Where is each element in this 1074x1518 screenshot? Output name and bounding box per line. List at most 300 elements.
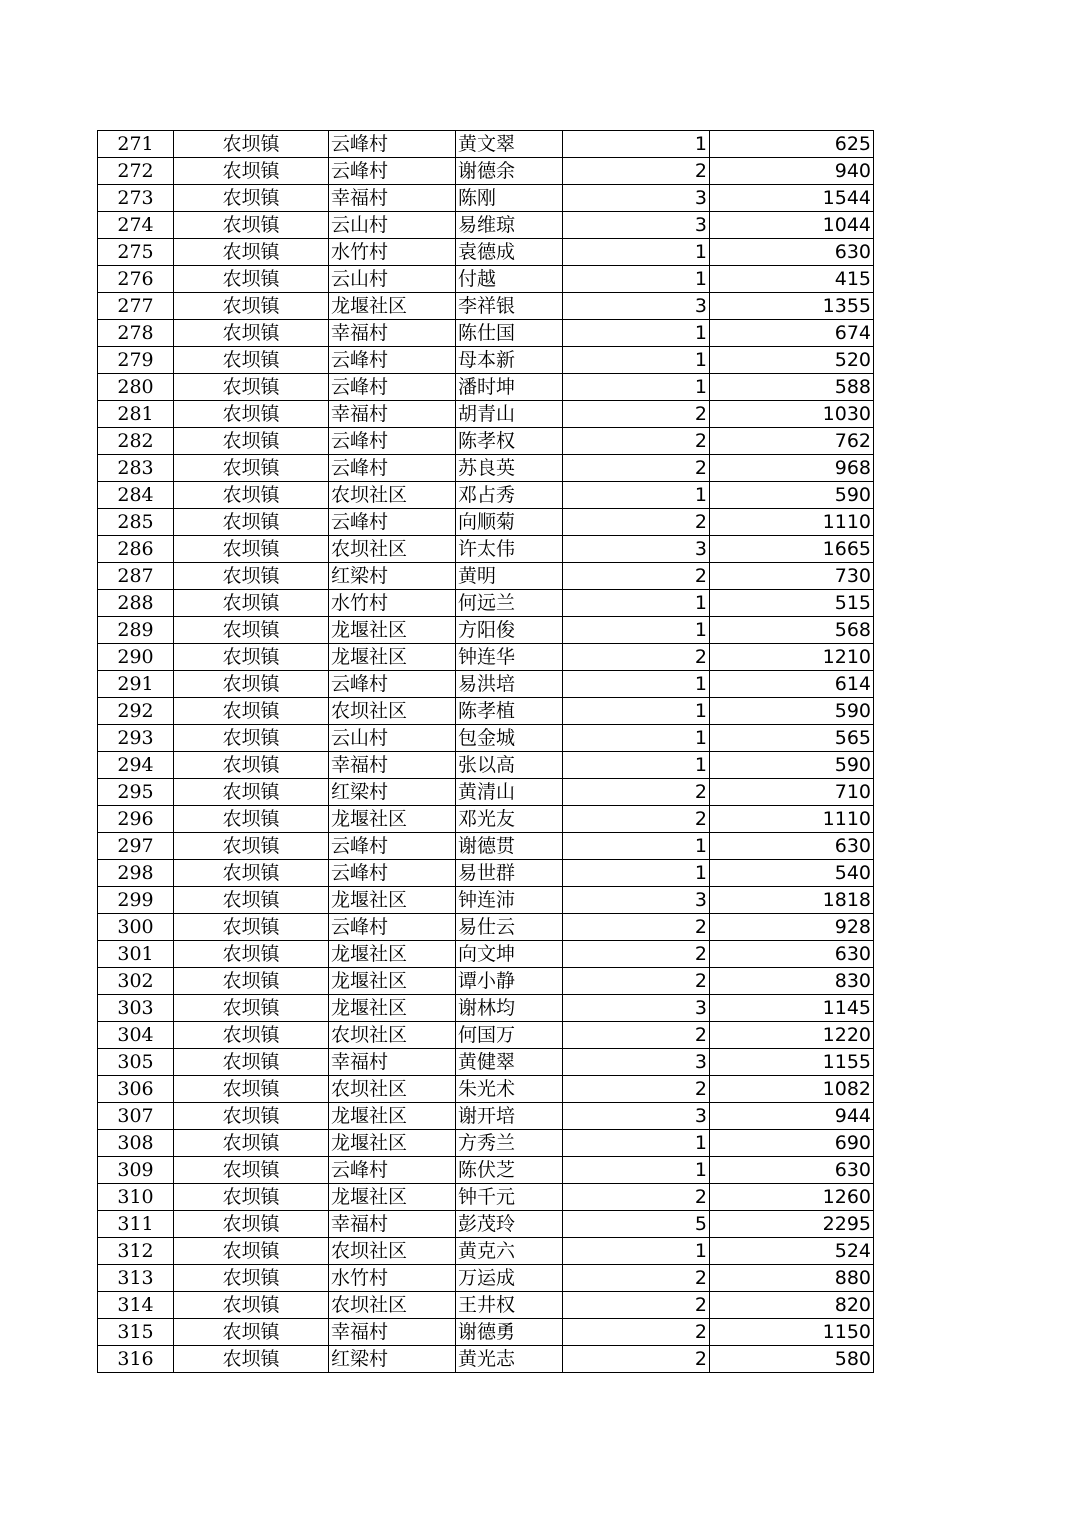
table-row [98,968,874,995]
row-number-cell: 295 [98,779,174,806]
amount-cell: 630 [710,1157,874,1184]
household-count-cell: 2 [563,806,710,833]
household-count-cell: 2 [563,1076,710,1103]
table-row [98,563,874,590]
person-name-cell: 邓占秀 [456,482,563,509]
village-cell: 龙堰社区 [329,968,456,995]
village-cell: 幸福村 [329,1319,456,1346]
person-name-cell: 钟连华 [456,644,563,671]
person-name-cell: 包金城 [456,725,563,752]
household-count-cell: 2 [563,941,710,968]
town-cell: 农坝镇 [174,536,329,563]
row-number-cell: 279 [98,347,174,374]
village-cell: 云峰村 [329,509,456,536]
household-count-cell: 1 [563,320,710,347]
town-cell: 农坝镇 [174,482,329,509]
town-cell: 农坝镇 [174,293,329,320]
row-number-cell: 272 [98,158,174,185]
table-row [98,401,874,428]
table-row [98,698,874,725]
village-cell: 云峰村 [329,374,456,401]
town-cell: 农坝镇 [174,1103,329,1130]
person-name-cell: 钟千元 [456,1184,563,1211]
table-row [98,131,874,158]
village-cell: 幸福村 [329,1211,456,1238]
household-count-cell: 1 [563,698,710,725]
row-number-cell: 314 [98,1292,174,1319]
row-number-cell: 283 [98,455,174,482]
person-name-cell: 方阳俊 [456,617,563,644]
amount-cell: 1150 [710,1319,874,1346]
row-number-cell: 286 [98,536,174,563]
village-cell: 云峰村 [329,428,456,455]
household-count-cell: 2 [563,455,710,482]
village-cell: 云峰村 [329,1157,456,1184]
table-row [98,536,874,563]
amount-cell: 590 [710,698,874,725]
village-cell: 龙堰社区 [329,293,456,320]
person-name-cell: 张以高 [456,752,563,779]
amount-cell: 1544 [710,185,874,212]
person-name-cell: 黄文翠 [456,131,563,158]
table-row [98,320,874,347]
person-name-cell: 钟连沛 [456,887,563,914]
person-name-cell: 谭小静 [456,968,563,995]
household-count-cell: 1 [563,590,710,617]
town-cell: 农坝镇 [174,590,329,617]
village-cell: 农坝社区 [329,698,456,725]
amount-cell: 630 [710,833,874,860]
town-cell: 农坝镇 [174,401,329,428]
village-cell: 水竹村 [329,590,456,617]
village-cell: 龙堰社区 [329,887,456,914]
town-cell: 农坝镇 [174,185,329,212]
household-count-cell: 3 [563,185,710,212]
household-count-cell: 1 [563,1157,710,1184]
table-row [98,185,874,212]
table-row [98,806,874,833]
household-count-cell: 2 [563,644,710,671]
village-cell: 云峰村 [329,860,456,887]
town-cell: 农坝镇 [174,779,329,806]
village-cell: 农坝社区 [329,536,456,563]
table-row [98,752,874,779]
amount-cell: 944 [710,1103,874,1130]
amount-cell: 568 [710,617,874,644]
village-cell: 农坝社区 [329,1238,456,1265]
village-cell: 云峰村 [329,131,456,158]
town-cell: 农坝镇 [174,1157,329,1184]
town-cell: 农坝镇 [174,320,329,347]
household-count-cell: 3 [563,293,710,320]
person-name-cell: 谢开培 [456,1103,563,1130]
table-row [98,1103,874,1130]
town-cell: 农坝镇 [174,1049,329,1076]
amount-cell: 730 [710,563,874,590]
household-count-cell: 3 [563,995,710,1022]
row-number-cell: 315 [98,1319,174,1346]
row-number-cell: 278 [98,320,174,347]
town-cell: 农坝镇 [174,131,329,158]
village-cell: 龙堰社区 [329,617,456,644]
amount-cell: 2295 [710,1211,874,1238]
table-row [98,1346,874,1373]
person-name-cell: 陈刚 [456,185,563,212]
amount-cell: 968 [710,455,874,482]
amount-cell: 580 [710,1346,874,1373]
row-number-cell: 312 [98,1238,174,1265]
table-row [98,941,874,968]
household-count-cell: 3 [563,887,710,914]
household-count-cell: 1 [563,347,710,374]
table-row [98,428,874,455]
row-number-cell: 274 [98,212,174,239]
town-cell: 农坝镇 [174,617,329,644]
table-row [98,1184,874,1211]
amount-cell: 1030 [710,401,874,428]
household-count-cell: 1 [563,1238,710,1265]
person-name-cell: 苏良英 [456,455,563,482]
table-row [98,293,874,320]
table-row [98,887,874,914]
household-count-cell: 1 [563,1130,710,1157]
village-cell: 农坝社区 [329,1292,456,1319]
household-count-cell: 1 [563,725,710,752]
household-count-cell: 3 [563,212,710,239]
table-row [98,860,874,887]
amount-cell: 1210 [710,644,874,671]
village-cell: 云山村 [329,266,456,293]
town-cell: 农坝镇 [174,1238,329,1265]
person-name-cell: 潘时坤 [456,374,563,401]
row-number-cell: 289 [98,617,174,644]
person-name-cell: 黄明 [456,563,563,590]
person-name-cell: 易维琼 [456,212,563,239]
table-row [98,995,874,1022]
table-row [98,725,874,752]
row-number-cell: 285 [98,509,174,536]
table-row [98,239,874,266]
person-name-cell: 付越 [456,266,563,293]
table-row [98,1157,874,1184]
town-cell: 农坝镇 [174,914,329,941]
table-row [98,644,874,671]
amount-cell: 674 [710,320,874,347]
household-count-cell: 2 [563,509,710,536]
village-cell: 水竹村 [329,239,456,266]
town-cell: 农坝镇 [174,158,329,185]
village-cell: 龙堰社区 [329,941,456,968]
amount-cell: 590 [710,482,874,509]
amount-cell: 762 [710,428,874,455]
amount-cell: 565 [710,725,874,752]
table-body [98,131,874,1373]
household-count-cell: 3 [563,536,710,563]
table-row [98,158,874,185]
household-count-cell: 1 [563,833,710,860]
amount-cell: 1082 [710,1076,874,1103]
person-name-cell: 王井权 [456,1292,563,1319]
household-count-cell: 2 [563,428,710,455]
amount-cell: 520 [710,347,874,374]
row-number-cell: 275 [98,239,174,266]
village-cell: 农坝社区 [329,1076,456,1103]
household-count-cell: 2 [563,779,710,806]
household-count-cell: 3 [563,1103,710,1130]
village-cell: 红梁村 [329,563,456,590]
row-number-cell: 301 [98,941,174,968]
person-name-cell: 谢林均 [456,995,563,1022]
amount-cell: 614 [710,671,874,698]
amount-cell: 540 [710,860,874,887]
town-cell: 农坝镇 [174,671,329,698]
row-number-cell: 305 [98,1049,174,1076]
village-cell: 幸福村 [329,401,456,428]
person-name-cell: 易仕云 [456,914,563,941]
town-cell: 农坝镇 [174,1211,329,1238]
row-number-cell: 307 [98,1103,174,1130]
row-number-cell: 306 [98,1076,174,1103]
amount-cell: 1145 [710,995,874,1022]
amount-cell: 588 [710,374,874,401]
table-row [98,266,874,293]
row-number-cell: 311 [98,1211,174,1238]
person-name-cell: 陈仕国 [456,320,563,347]
household-count-cell: 1 [563,671,710,698]
person-name-cell: 邓光友 [456,806,563,833]
village-cell: 云山村 [329,212,456,239]
table-row [98,482,874,509]
person-name-cell: 何远兰 [456,590,563,617]
household-count-cell: 2 [563,1184,710,1211]
village-cell: 龙堰社区 [329,644,456,671]
village-cell: 云山村 [329,725,456,752]
row-number-cell: 282 [98,428,174,455]
row-number-cell: 281 [98,401,174,428]
household-count-cell: 2 [563,563,710,590]
town-cell: 农坝镇 [174,239,329,266]
village-cell: 云峰村 [329,671,456,698]
table-row [98,1076,874,1103]
town-cell: 农坝镇 [174,347,329,374]
row-number-cell: 309 [98,1157,174,1184]
town-cell: 农坝镇 [174,455,329,482]
amount-cell: 928 [710,914,874,941]
town-cell: 农坝镇 [174,563,329,590]
row-number-cell: 308 [98,1130,174,1157]
row-number-cell: 297 [98,833,174,860]
village-cell: 龙堰社区 [329,1184,456,1211]
table-row [98,1319,874,1346]
village-cell: 云峰村 [329,833,456,860]
household-count-cell: 1 [563,374,710,401]
town-cell: 农坝镇 [174,1346,329,1373]
village-cell: 云峰村 [329,914,456,941]
town-cell: 农坝镇 [174,752,329,779]
person-name-cell: 黄克六 [456,1238,563,1265]
household-count-cell: 1 [563,482,710,509]
household-count-cell: 2 [563,968,710,995]
row-number-cell: 313 [98,1265,174,1292]
row-number-cell: 302 [98,968,174,995]
amount-cell: 1260 [710,1184,874,1211]
person-name-cell: 彭茂玲 [456,1211,563,1238]
table-row [98,1049,874,1076]
table-row [98,374,874,401]
town-cell: 农坝镇 [174,860,329,887]
row-number-cell: 310 [98,1184,174,1211]
amount-cell: 710 [710,779,874,806]
village-cell: 幸福村 [329,752,456,779]
village-cell: 龙堰社区 [329,995,456,1022]
town-cell: 农坝镇 [174,428,329,455]
table-row [98,914,874,941]
amount-cell: 1355 [710,293,874,320]
person-name-cell: 袁德成 [456,239,563,266]
household-count-cell: 1 [563,860,710,887]
town-cell: 农坝镇 [174,374,329,401]
row-number-cell: 287 [98,563,174,590]
amount-cell: 625 [710,131,874,158]
row-number-cell: 303 [98,995,174,1022]
row-number-cell: 271 [98,131,174,158]
amount-cell: 830 [710,968,874,995]
table-row [98,212,874,239]
village-cell: 幸福村 [329,320,456,347]
person-name-cell: 向顺菊 [456,509,563,536]
village-cell: 云峰村 [329,158,456,185]
person-name-cell: 谢德勇 [456,1319,563,1346]
village-cell: 幸福村 [329,185,456,212]
row-number-cell: 300 [98,914,174,941]
person-name-cell: 向文坤 [456,941,563,968]
row-number-cell: 296 [98,806,174,833]
village-cell: 云峰村 [329,347,456,374]
household-count-cell: 5 [563,1211,710,1238]
row-number-cell: 273 [98,185,174,212]
person-name-cell: 方秀兰 [456,1130,563,1157]
person-name-cell: 黄清山 [456,779,563,806]
household-count-cell: 1 [563,239,710,266]
household-count-cell: 2 [563,158,710,185]
amount-cell: 880 [710,1265,874,1292]
household-count-cell: 1 [563,752,710,779]
amount-cell: 1155 [710,1049,874,1076]
village-cell: 龙堰社区 [329,1103,456,1130]
row-number-cell: 288 [98,590,174,617]
town-cell: 农坝镇 [174,941,329,968]
village-cell: 龙堰社区 [329,806,456,833]
data-table [97,130,874,1373]
person-name-cell: 陈孝权 [456,428,563,455]
amount-cell: 590 [710,752,874,779]
table-row [98,1130,874,1157]
village-cell: 龙堰社区 [329,1130,456,1157]
household-count-cell: 2 [563,1022,710,1049]
town-cell: 农坝镇 [174,1076,329,1103]
amount-cell: 820 [710,1292,874,1319]
household-count-cell: 2 [563,1346,710,1373]
amount-cell: 1220 [710,1022,874,1049]
village-cell: 幸福村 [329,1049,456,1076]
person-name-cell: 易世群 [456,860,563,887]
table-row [98,590,874,617]
town-cell: 农坝镇 [174,644,329,671]
household-count-cell: 1 [563,131,710,158]
town-cell: 农坝镇 [174,833,329,860]
town-cell: 农坝镇 [174,1265,329,1292]
amount-cell: 940 [710,158,874,185]
household-count-cell: 2 [563,1265,710,1292]
town-cell: 农坝镇 [174,1022,329,1049]
amount-cell: 1818 [710,887,874,914]
amount-cell: 415 [710,266,874,293]
person-name-cell: 陈孝植 [456,698,563,725]
row-number-cell: 280 [98,374,174,401]
row-number-cell: 298 [98,860,174,887]
person-name-cell: 黄光志 [456,1346,563,1373]
amount-cell: 1110 [710,806,874,833]
row-number-cell: 304 [98,1022,174,1049]
town-cell: 农坝镇 [174,1319,329,1346]
row-number-cell: 290 [98,644,174,671]
amount-cell: 1044 [710,212,874,239]
amount-cell: 690 [710,1130,874,1157]
household-count-cell: 1 [563,617,710,644]
row-number-cell: 284 [98,482,174,509]
town-cell: 农坝镇 [174,806,329,833]
town-cell: 农坝镇 [174,698,329,725]
person-name-cell: 易洪培 [456,671,563,698]
table-row [98,1022,874,1049]
person-name-cell: 黄健翠 [456,1049,563,1076]
row-number-cell: 277 [98,293,174,320]
town-cell: 农坝镇 [174,1292,329,1319]
amount-cell: 524 [710,1238,874,1265]
household-count-cell: 2 [563,401,710,428]
amount-cell: 1110 [710,509,874,536]
person-name-cell: 胡青山 [456,401,563,428]
table-row [98,833,874,860]
town-cell: 农坝镇 [174,995,329,1022]
town-cell: 农坝镇 [174,1184,329,1211]
amount-cell: 630 [710,239,874,266]
person-name-cell: 许太伟 [456,536,563,563]
table-row [98,347,874,374]
row-number-cell: 316 [98,1346,174,1373]
village-cell: 农坝社区 [329,1022,456,1049]
person-name-cell: 母本新 [456,347,563,374]
person-name-cell: 李祥银 [456,293,563,320]
household-count-cell: 2 [563,1319,710,1346]
amount-cell: 630 [710,941,874,968]
row-number-cell: 276 [98,266,174,293]
table-row [98,1211,874,1238]
amount-cell: 515 [710,590,874,617]
village-cell: 农坝社区 [329,482,456,509]
person-name-cell: 何国万 [456,1022,563,1049]
town-cell: 农坝镇 [174,212,329,239]
table-row [98,671,874,698]
household-count-cell: 2 [563,1292,710,1319]
village-cell: 云峰村 [329,455,456,482]
table-row [98,617,874,644]
row-number-cell: 299 [98,887,174,914]
town-cell: 农坝镇 [174,266,329,293]
town-cell: 农坝镇 [174,509,329,536]
town-cell: 农坝镇 [174,725,329,752]
row-number-cell: 291 [98,671,174,698]
